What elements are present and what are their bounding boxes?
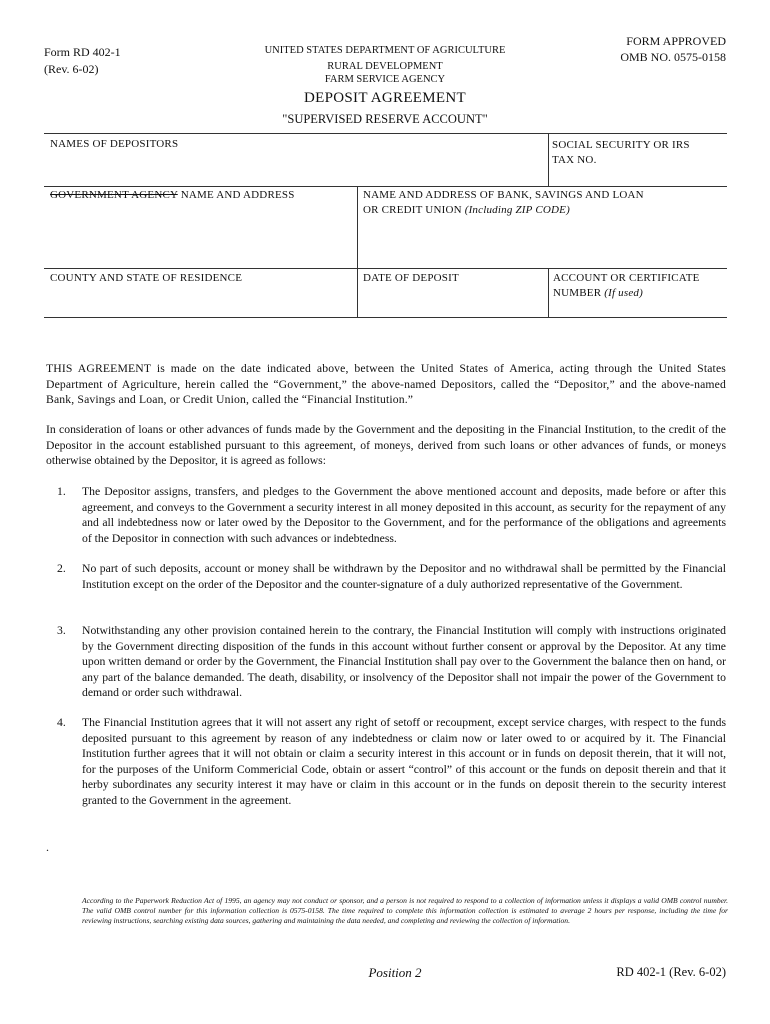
county-state-field[interactable]: COUNTY AND STATE OF RESIDENCE: [50, 272, 243, 284]
consideration-paragraph: In consideration of loans or other advances of funds made by the Government and the depositing in the Financial Institution, to the credit of the Depositor in the account established pursuant to this agreement, of moneys, derived from such loans or other advances of funds, or moneys otherwise obtained by the Depositor, it is agreed as follows:: [46, 423, 726, 468]
bank-label-zip: (Including ZIP CODE): [464, 204, 570, 216]
paperwork-reduction-notice: According to the Paperwork Reduction Act of 1995, an agency may not conduct or sponsor, and a person is not required to respond to a collection of information unless it displays a valid OMB control number. The valid OMB control number for this information collection is 0575-0158. The time required to complete this information collection is estimated to average 2 hours per response, including the time for reviewing instructions, searching existing data sources, gathering and maintaining the data needed, and completing and reviewing the collection of information.: [82, 896, 728, 925]
agency-name-address-field[interactable]: [50, 188, 295, 203]
position-label: Position 2: [368, 965, 422, 980]
document-subtitle: "SUPERVISED RESERVE ACCOUNT": [282, 112, 488, 126]
names-of-depositors-field[interactable]: NAMES OF DEPOSITORS: [50, 138, 179, 150]
clause-number: 1.: [57, 485, 66, 498]
stray-dot: .: [46, 840, 49, 854]
bank-label-line2: OR CREDIT UNION: [363, 204, 465, 216]
clause-text: The Financial Institution agrees that it will not assert any right of setoff or recoupment, except service charges, with respect to the funds deposited pursuant to this agreement by reason of any indebtedness or claim now or later owed to or acquired by it. The Financial Institution further agrees that it will not obtain or claim a security interest in this account or in funds on deposit therein, that it will not, for the purposes of the Uniform Commericial Code, obtain or assert “control” of this account or the funds on deposit therein and that it herby subordinates any security interest it may have or claim in this account or in the funds on deposit therein to the security interest granted to the Government in the agreement.: [82, 716, 726, 807]
struck-government-agency: GOVERNMENT AGENCY: [50, 189, 178, 201]
footer-form-id: RD 402-1 (Rev. 6-02): [616, 965, 726, 979]
bank-name-address-field[interactable]: [363, 188, 644, 218]
form-revision: (Rev. 6-02): [44, 62, 99, 76]
account-label-line2: NUMBER: [553, 287, 605, 299]
clause-number: 4.: [57, 716, 66, 729]
agency-farm-service: FARM SERVICE AGENCY: [324, 74, 446, 85]
form-approved: FORM APPROVED: [626, 34, 726, 48]
clause-4: [46, 715, 726, 809]
agency-rural-development: RURAL DEVELOPMENT: [327, 61, 443, 72]
clause-1: [46, 484, 726, 546]
agency-name-address-label: NAME AND ADDRESS: [177, 189, 295, 201]
date-of-deposit-field[interactable]: DATE OF DEPOSIT: [363, 272, 459, 284]
clause-number: 2.: [57, 562, 66, 575]
clause-text: Notwithstanding any other provision contained herein to the contrary, the Financial Institution will comply with instructions originated by the Government directing disposition of the funds in this account without further consent or approval by the Depositor. At any time upon written demand or order by the Government, the Financial Institution shall pay over to the Government the balance then on hand, or any part of the balance demanded. The death, disability, or insolvency of the Depositor shall not impair the power of the Government to demand or order such withdrawal.: [82, 624, 726, 700]
form-number: Form RD 402-1: [44, 45, 121, 59]
ssn-label-line1: SOCIAL SECURITY OR IRS: [552, 139, 690, 151]
clause-2: [46, 561, 726, 592]
account-label-line1: ACCOUNT OR CERTIFICATE: [553, 272, 700, 284]
ssn-tax-field[interactable]: [552, 138, 690, 168]
account-label-if-used: (If used): [604, 287, 643, 299]
account-number-field[interactable]: [553, 271, 700, 301]
document-title: DEPOSIT AGREEMENT: [304, 90, 466, 106]
clause-text: No part of such deposits, account or money shall be withdrawn by the Depositor and no withdrawal shall be permitted by the Financial Institution except on the order of the Depositor and the counter-signature of a duly authorized representative of the Government.: [82, 562, 726, 591]
clause-3: [46, 623, 726, 701]
intro-paragraph: THIS AGREEMENT is made on the date indicated above, between the United States of America, acting through the United States Department of Agriculture, herein called the “Government,” the above-named Depositors, called the “Depositor,” and the above-named Bank, Savings and Loan, or Credit Union, called the “Financial Institution.”: [46, 362, 726, 407]
department-name: UNITED STATES DEPARTMENT OF AGRICULTURE: [264, 45, 506, 56]
omb-number: OMB NO. 0575-0158: [620, 50, 726, 64]
clause-text: The Depositor assigns, transfers, and pledges to the Government the above mentioned account and deposits, made before or after this agreement, and conveys to the Government a security interest in all money deposited in this account, as security for the repayment of any and all indebtedness now or later owed by the Depositor to the Government, and for the performance of the obligations and agreements of the Depositor in connection with such advances or indebtedness.: [82, 485, 726, 545]
clause-number: 3.: [57, 624, 66, 637]
ssn-label-line2: TAX NO.: [552, 154, 597, 166]
bank-label-line1: NAME AND ADDRESS OF BANK, SAVINGS AND LOAN: [363, 189, 644, 201]
